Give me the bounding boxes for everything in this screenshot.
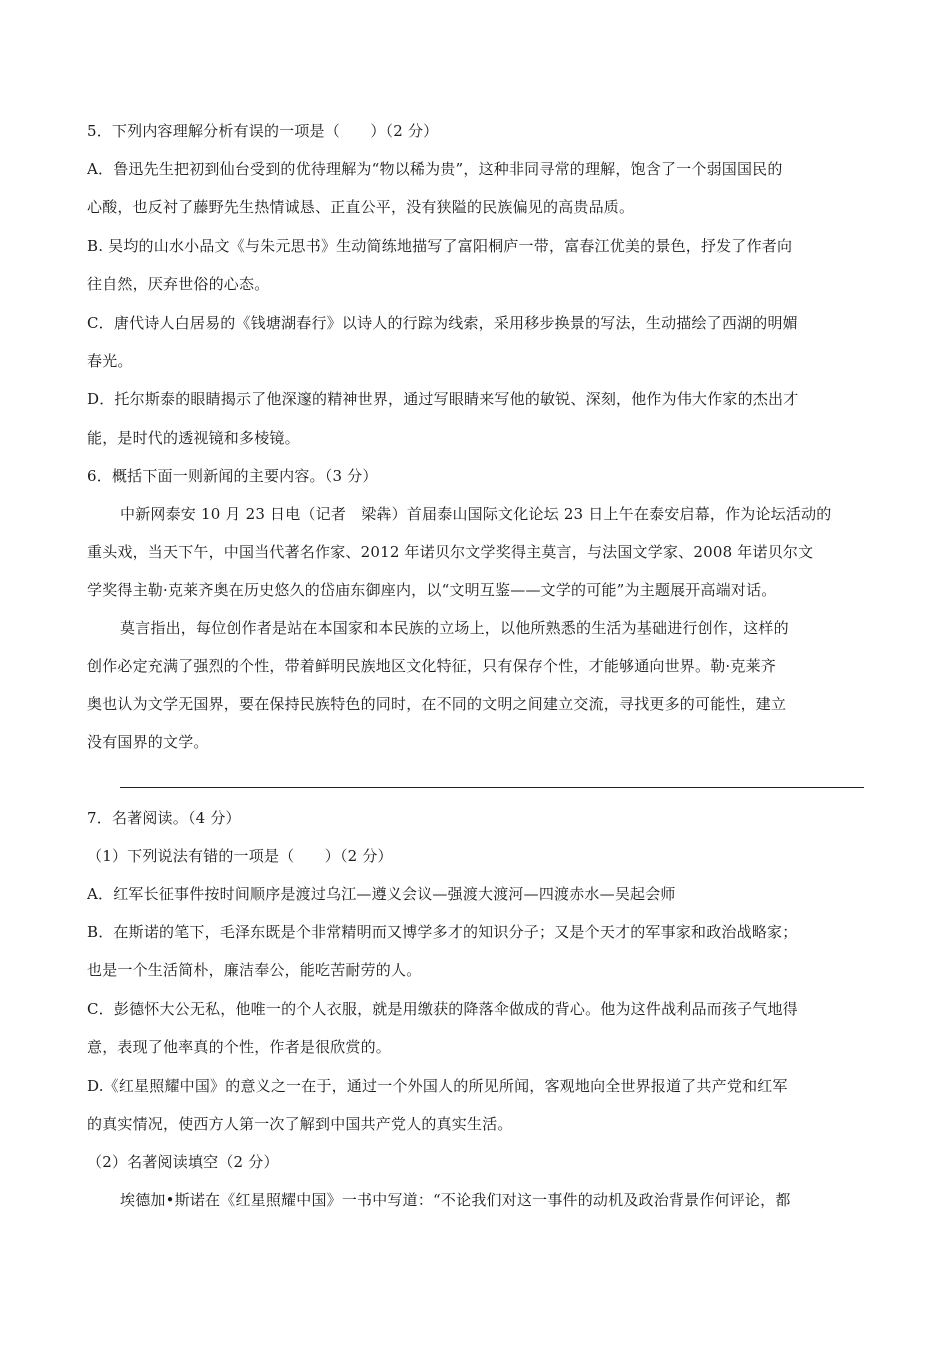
q7-part2-passage-line1: 埃德加•斯诺在《红星照耀中国》一书中写道：“不论我们对这一事件的动机及政治背景作何评论，都	[120, 1191, 791, 1209]
q7-option-b-line2: 也是一个生活简朴，廉洁奉公，能吃苦耐劳的人。	[87, 961, 422, 979]
q5-option-b-line1: B. 吴均的山水小品文《与朱元思书》生动简练地描写了富阳桐庐一带，富春江优美的景色，抒发了作者向	[87, 237, 793, 255]
q5-option-c-line1: C．唐代诗人白居易的《钱塘湖春行》以诗人的行踪为线索，采用移步换景的写法，生动描绘了西湖的明媚	[87, 314, 798, 332]
q5-option-a-line2: 心酸，也反衬了藤野先生热情诚恳、正直公平，没有狭隘的民族偏见的高贵品质。	[87, 198, 635, 216]
q7-part1-stem: （1）下列说法有错的一项是（ ）（2 分）	[87, 847, 393, 865]
q5-option-d-line1: D．托尔斯泰的眼睛揭示了他深邃的精神世界，通过写眼睛来写他的敏锐、深刻，他作为伟大作家的杰出才	[87, 390, 799, 408]
q7-option-c-line1: C．彭德怀大公无私，他唯一的个人衣服，就是用缴获的降落伞做成的背心。他为这件战利品而孩子气地得	[87, 1000, 798, 1018]
q5-option-a-line1: A．鲁迅先生把初到仙台受到的优待理解为“物以稀为贵”，这种非同寻常的理解，饱含了一个弱国国民的	[87, 160, 783, 178]
q6-stem: 6．概括下面一则新闻的主要内容。（3 分）	[87, 467, 378, 485]
q5-stem: 5．下列内容理解分析有误的一项是（ ）（2 分）	[87, 122, 439, 140]
q6-news-p2-line3: 奥也认为文学无国界，要在保持民族特色的同时，在不同的文明之间建立交流，寻找更多的可能性，建立	[87, 695, 787, 713]
q7-option-b-line1: B．在斯诺的笔下，毛泽东既是个非常精明而又博学多才的知识分子；又是个天才的军事家和政治战略家；	[87, 923, 798, 941]
q6-news-p1-line1: 中新网泰安 10 月 23 日电（记者 梁犇）首届泰山国际文化论坛 23 日上午在泰安启幕，作为论坛活动的	[120, 505, 832, 523]
q7-part2-stem: （2）名著阅读填空（2 分）	[87, 1153, 279, 1171]
q6-news-p2-line2: 创作必定充满了强烈的个性，带着鲜明民族地区文化特征，只有保存个性，才能够通向世界。勒·克莱齐	[87, 657, 776, 675]
q7-option-a: A．红军长征事件按时间顺序是渡过乌江—遵义会议—强渡大渡河—四渡赤水—吴起会师	[87, 885, 676, 903]
q5-option-b-line2: 往自然，厌弃世俗的心态。	[87, 275, 270, 293]
q7-stem: 7．名著阅读。（4 分）	[87, 809, 241, 827]
q6-news-p2-line4: 没有国界的文学。	[87, 733, 209, 751]
q6-news-p2-line1: 莫言指出，每位创作者是站在本国家和本民族的立场上，以他所熟悉的生活为基础进行创作，这样的	[120, 619, 789, 637]
q7-option-d-line1: D.《红星照耀中国》的意义之一在于，通过一个外国人的所见所闻，客观地向全世界报道了共产党和红军	[87, 1077, 788, 1095]
q7-option-c-line2: 意，表现了他率真的个性，作者是很欣赏的。	[87, 1038, 392, 1056]
q5-option-d-line2: 能，是时代的透视镜和多棱镜。	[87, 429, 300, 447]
q7-option-d-line2: 的真实情况，使西方人第一次了解到中国共产党人的真实生活。	[87, 1115, 513, 1133]
q5-option-c-line2: 春光。	[87, 352, 133, 370]
q6-answer-line[interactable]	[120, 787, 864, 788]
q6-news-p1-line3: 学奖得主勒·克莱齐奥在历史悠久的岱庙东御座内，以“文明互鉴——文学的可能”为主题展开高端对话。	[87, 581, 777, 599]
q6-news-p1-line2: 重头戏，当天下午，中国当代著名作家、2012 年诺贝尔文学奖得主莫言，与法国文学家、2008 年诺贝尔文	[87, 543, 814, 561]
